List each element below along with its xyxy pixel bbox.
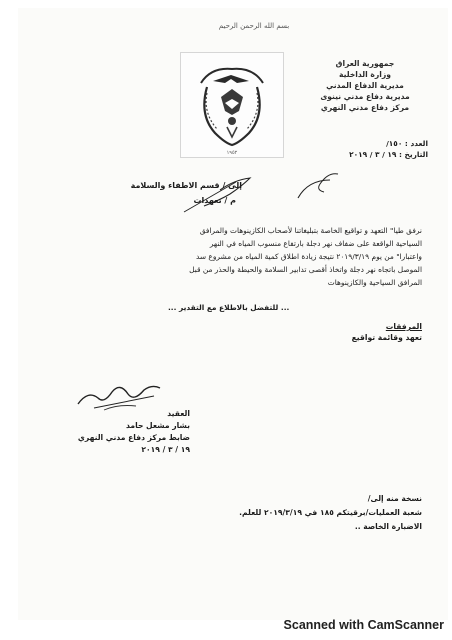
closing-line: ... للتفضل بالاطلاع مع التقدير ... [168, 303, 290, 312]
reference-date: التاريخ : ١٩ / ٣ / ٢٠١٩ [349, 150, 428, 159]
header-province-directorate: مديرية دفاع مدني نينوى [320, 92, 410, 101]
letter-body [34, 224, 422, 289]
civil-defense-logo [180, 52, 284, 158]
subject: م / تعهدات [193, 196, 236, 205]
attachments-item: تعهد وقائمة تواقيع [351, 333, 422, 342]
copies-recipient-operations: شعبة العمليات/برقيتكم ١٨٥ في ٢٠١٩/٣/١٩ للعلم. [239, 508, 422, 517]
body-line: الموصل باتجاه نهر دجلة واتخاذ أقصى تدابير السلامة والحيطة والحذر من قبل [189, 265, 422, 274]
body-line: المرافق السياحية والكازينوهات [327, 278, 422, 287]
signature-date: ١٩ / ٣ / ٢٠١٩ [141, 445, 190, 454]
body-line: نرفق طيا" التعهد و تواقيع الخاصة بتبليغاتنا لأصحاب الكازينوهات والمرافق [199, 226, 422, 235]
header-country: جمهورية العراق [335, 59, 395, 68]
body-line: السياحية الواقعة على ضفاف نهر دجلة بارتفاع منسوب المياه في النهر [209, 239, 422, 248]
signatory-name: بشار مشعل حامد [126, 421, 190, 430]
svg-text:١٩٥٢: ١٩٥٢ [226, 150, 238, 156]
basmala: بسم الله الرحمن الرحيم [218, 22, 290, 30]
signatory-rank: العقيد [167, 409, 190, 418]
civil-defense-emblem-icon [181, 53, 283, 157]
signatory-title: ضابط مركز دفاع مدني النهري [77, 433, 190, 442]
attachments-label: المرفقات [385, 322, 422, 331]
attachments-block [352, 321, 422, 343]
body-line: واعتبارا" من يوم ٢٠١٩/٣/١٩ نتيجة زيادة اطلاق كمية المياه من مشروع سد [196, 252, 422, 261]
signature-block [78, 408, 190, 456]
handwritten-routing-mark [124, 168, 354, 214]
addressee: إلى / قسم الاطفاء والسلامة [130, 181, 242, 190]
document-page [18, 8, 448, 620]
header-ministry: وزارة الداخلية [339, 70, 391, 79]
header-directorate: مديرية الدفاع المدني [326, 81, 404, 90]
reference-number: العدد : ١٥٠/ [386, 139, 428, 148]
header-center: مركز دفاع مدني النهري [320, 103, 410, 112]
reference-block [349, 138, 428, 160]
copies-label: نسخة منه إلى/ [367, 494, 422, 503]
copies-recipient-file: الاضبارة الخاصة .. [354, 522, 422, 531]
letterhead [300, 58, 430, 113]
camscanner-watermark: Scanned with CamScanner [283, 618, 444, 632]
copies-block [239, 492, 422, 534]
